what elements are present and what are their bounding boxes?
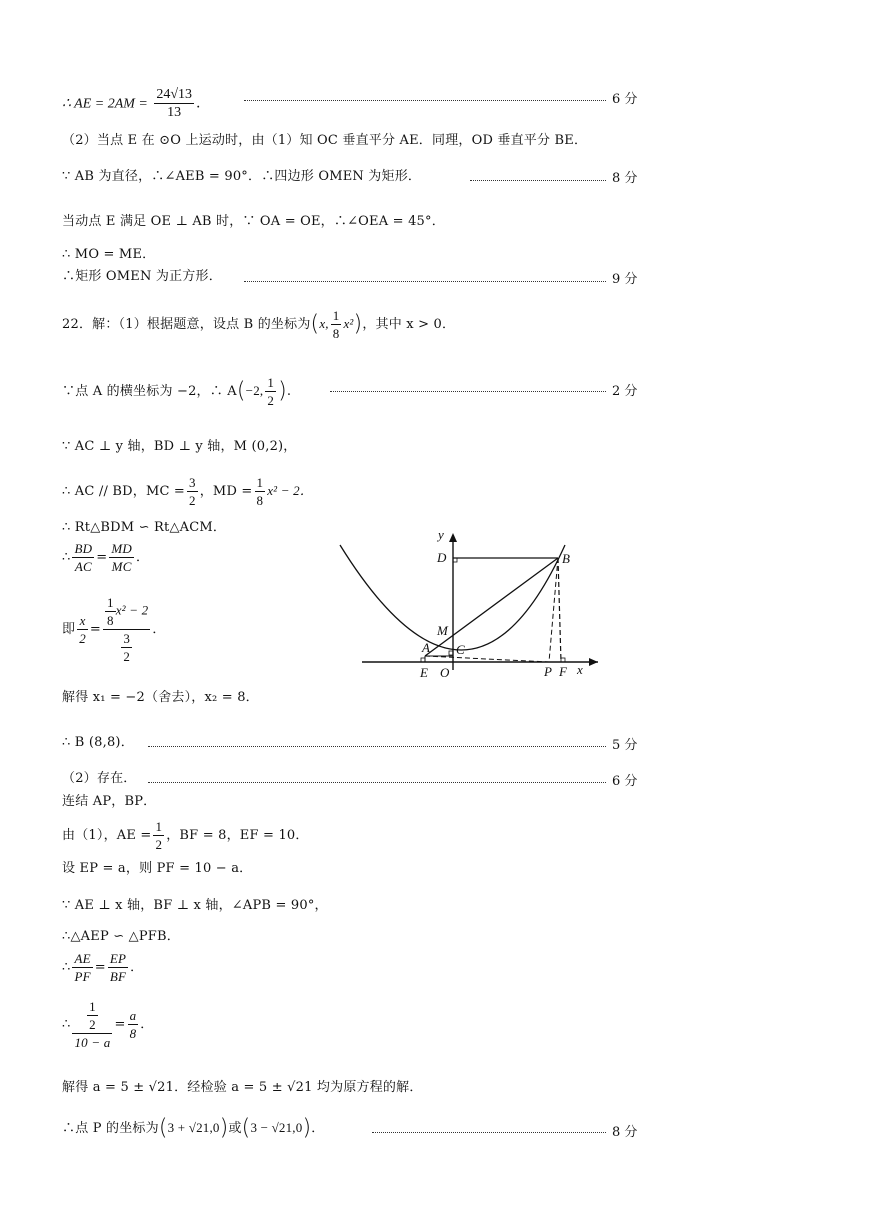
fraction: $\frac{BD}{AC}$ bbox=[74, 541, 93, 574]
fraction: $\frac{x}{2}$ bbox=[79, 613, 86, 646]
label-x: x bbox=[577, 662, 583, 677]
x-axis-arrow bbox=[589, 658, 598, 666]
score-label: 5 分 bbox=[612, 738, 638, 753]
label-y: y bbox=[438, 527, 444, 542]
fraction: $\frac{3}{2}$ bbox=[189, 475, 196, 508]
label-p: P bbox=[544, 664, 552, 679]
text-line: ∴ B (8,8)． bbox=[62, 735, 134, 750]
segment-bf bbox=[558, 558, 561, 662]
text-line: ∵ AE ⊥ x 轴，BF ⊥ x 轴，∠APB = 90°， bbox=[62, 898, 328, 913]
text-line: 当动点 E 满足 OE ⊥ AB 时，∵ OA = OE，∴∠OEA = 45°． bbox=[62, 214, 445, 229]
compound-fraction: $\frac{\frac{1}{2}}{10 - a}$ bbox=[74, 999, 111, 1050]
compound-fraction: $\frac{1}{8}$ x² − 2 $\frac{3}{2}$ bbox=[103, 594, 150, 665]
point-a-line: ∵点 A 的横坐标为 −2，∴ A(−2, $\frac{1}{2}$ ). bbox=[62, 375, 292, 408]
text-line: ∴ Rt△BDM ∽ Rt△ACM． bbox=[62, 520, 227, 535]
score-label: 2 分 bbox=[612, 384, 638, 399]
text-line: ∴ MO = ME． bbox=[62, 247, 156, 262]
score-label: 6 分 bbox=[612, 92, 638, 107]
equation-line: ∴ $\frac{\frac{1}{2}}{10 - a}$ = $\frac{a}{8}$ ． bbox=[62, 999, 154, 1050]
score-label: 9 分 bbox=[612, 272, 638, 287]
label-a: A bbox=[422, 640, 430, 655]
dot-leader bbox=[330, 391, 606, 392]
text-line: ∴矩形 OMEN 为正方形． bbox=[62, 269, 222, 284]
dot-leader bbox=[470, 180, 606, 181]
eq-ae: ∴ AE = 2AM = $\frac{24√13}{13}$ . bbox=[62, 87, 201, 120]
fraction: $\frac{1}{8}$ bbox=[256, 475, 264, 508]
score-label: 8 分 bbox=[612, 171, 638, 186]
fraction: $\frac{MD}{MC}$ bbox=[111, 541, 132, 574]
text-line: （2）当点 E 在 ⊙O 上运动时，由（1）知 OC 垂直平分 AE．同理，OD 垂直平分 BE． bbox=[62, 133, 588, 148]
answer-line: ∴点 P 的坐标为(3 + √21,0)或(3 − √21,0)． bbox=[62, 1115, 325, 1141]
dot-leader bbox=[148, 782, 606, 783]
fraction: $\frac{1}{2}$ bbox=[155, 819, 163, 852]
equation-line: 即 $\frac{x}{2}$ = $\frac{1}{8}$ x² − 2 $\frac{3}{2}$ ． bbox=[62, 595, 166, 664]
label-f: F bbox=[559, 664, 567, 679]
segment-ab bbox=[425, 558, 558, 656]
text-line: 连结 AP，BP． bbox=[62, 794, 157, 809]
y-axis-arrow bbox=[449, 533, 457, 542]
text-line: 设 EP = a，则 PF = 10 − a． bbox=[62, 861, 253, 876]
fraction: $\frac{AE}{PF}$ bbox=[74, 951, 91, 984]
text-line: 解得 a = 5 ± √21．经检验 a = 5 ± √21 均为原方程的解． bbox=[62, 1080, 423, 1095]
label-m: M bbox=[437, 623, 448, 638]
dot-leader bbox=[244, 100, 606, 101]
label-d: D bbox=[437, 550, 447, 565]
text-line: 解得 x₁ = −2（舍去），x₂ = 8． bbox=[62, 690, 259, 705]
problem-22-start: 22．解：（1）根据题意，设点 B 的坐标为(x, $\frac{1}{8}$ x²)，其中 x > 0． bbox=[62, 308, 456, 341]
segment-ap bbox=[425, 656, 549, 662]
text-line: ∵ AC ⊥ y 轴，BD ⊥ y 轴，M (0,2)， bbox=[62, 439, 297, 454]
text-line: （2）存在． bbox=[62, 771, 137, 786]
score-label: 8 分 bbox=[612, 1125, 638, 1140]
score-label: 6 分 bbox=[612, 774, 638, 789]
dot-leader bbox=[372, 1132, 606, 1133]
fraction: $\frac{EP}{BF}$ bbox=[109, 951, 127, 984]
label-e: E bbox=[420, 665, 428, 680]
eq-ae-prefix: ∴ AE = 2AM = bbox=[62, 96, 148, 112]
fraction: $\frac{24√13}{13}$ bbox=[156, 87, 193, 120]
label-b: B bbox=[562, 551, 570, 566]
dot-leader bbox=[148, 746, 606, 747]
fraction: $\frac{1}{8}$ bbox=[332, 308, 340, 341]
ratio-line: ∴ $\frac{BD}{AC}$ = $\frac{MD}{MC}$ ． bbox=[62, 541, 150, 574]
label-o: O bbox=[440, 665, 450, 680]
fraction: $\frac{1}{2}$ bbox=[267, 375, 275, 408]
label-c: C bbox=[456, 642, 465, 657]
text-line: ∴△AEP ∽ △PFB． bbox=[62, 929, 180, 944]
parallel-line: ∴ AC // BD，MC = $\frac{3}{2}$ ，MD = $\frac{1}{8}$ x² − 2． bbox=[62, 475, 314, 508]
ratio-line: ∴ $\frac{AE}{PF}$ = $\frac{EP}{BF}$ ． bbox=[62, 951, 144, 984]
lengths-line: 由（1），AE = $\frac{1}{2}$ ，BF = 8，EF = 10． bbox=[62, 819, 309, 852]
fraction: $\frac{a}{8}$ bbox=[129, 1008, 137, 1041]
text-line: ∵ AB 为直径，∴∠AEB = 90°．∴四边形 OMEN 为矩形． bbox=[62, 169, 422, 184]
dot-leader bbox=[244, 281, 606, 282]
parabola-figure bbox=[330, 525, 610, 685]
